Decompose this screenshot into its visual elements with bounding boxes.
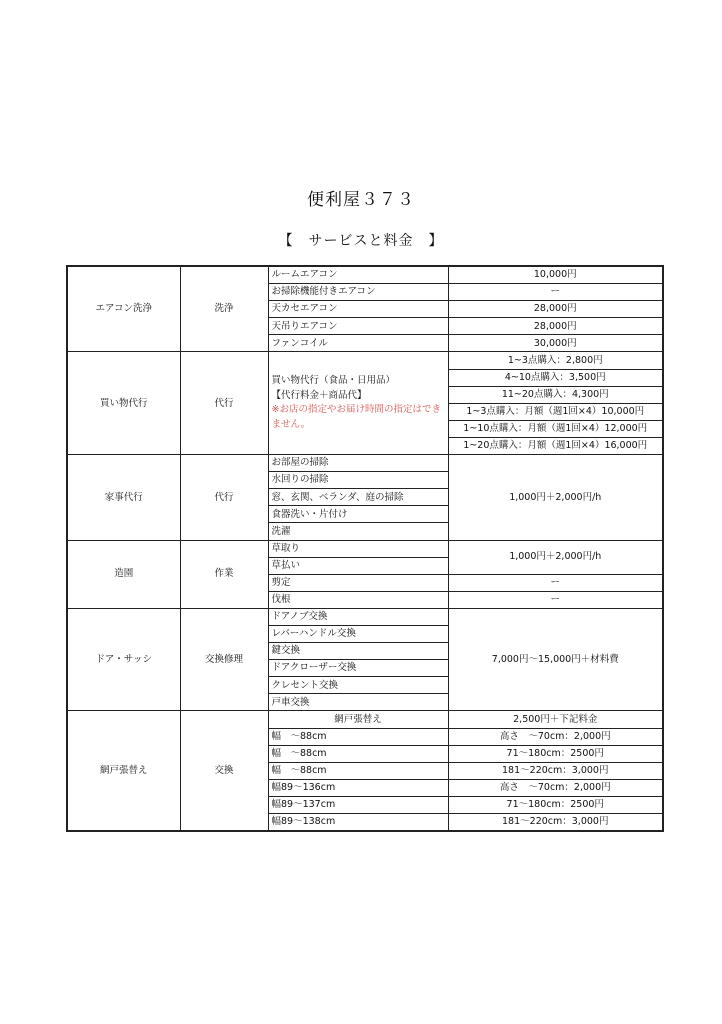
table-row <box>67 352 663 369</box>
item-cell: ドアクローザー交換 <box>268 660 448 677</box>
item-cell: 幅 〜88cm <box>268 745 448 762</box>
item-cell: ファンコイル <box>268 335 448 352</box>
price-cell: 4~10点購入：3,500円 <box>448 369 663 386</box>
price-cell: 2,500円＋下記料金 <box>448 711 663 728</box>
category-cell: 造園 <box>67 540 180 608</box>
price-cell: 1~3点購入：月額（週1回×4）10,000円 <box>448 403 663 420</box>
price-cell: 11~20点購入：4,300円 <box>448 386 663 403</box>
price-cell: 1~3点購入：2,800円 <box>448 352 663 369</box>
item-cell: 鍵交換 <box>268 643 448 660</box>
table-row <box>67 540 663 557</box>
item-cell: 戸車交換 <box>268 694 448 711</box>
item-cell: 天カセエアコン <box>268 301 448 318</box>
price-cell: 7,000円〜15,000円＋材料費 <box>448 608 663 711</box>
price-cell: 181〜220cm：3,000円 <box>448 762 663 779</box>
item-cell: 幅89〜138cm <box>268 814 448 832</box>
service-price-table <box>66 265 664 832</box>
shopping-note-line1: 買い物代行（食品・日用品） <box>271 374 396 386</box>
item-cell: 草払い <box>268 557 448 574</box>
price-cell: ー <box>448 574 663 591</box>
category-cell: 買い物代行 <box>67 352 180 455</box>
table-row <box>67 266 663 284</box>
item-cell: 幅 〜88cm <box>268 762 448 779</box>
price-cell: 10,000円 <box>448 266 663 284</box>
item-cell: 草取り <box>268 540 448 557</box>
page-subtitle: 【 サービスと料金 】 <box>278 233 444 249</box>
price-cell: 28,000円 <box>448 318 663 335</box>
type-cell: 代行 <box>180 352 268 455</box>
item-cell: 伐根 <box>268 591 448 608</box>
item-cell: 幅 〜88cm <box>268 728 448 745</box>
item-cell: お掃除機能付きエアコン <box>268 284 448 301</box>
price-cell: ー <box>448 591 663 608</box>
item-cell: 網戸張替え <box>268 711 448 728</box>
type-cell: 洗浄 <box>180 266 268 352</box>
item-cell: 食器洗い・片付け <box>268 506 448 523</box>
item-cell: 水回りの掃除 <box>268 472 448 489</box>
type-cell: 代行 <box>180 455 268 540</box>
price-cell: 高さ 〜70cm：2,000円 <box>448 728 663 745</box>
table-row <box>67 608 663 625</box>
item-cell: レバーハンドル交換 <box>268 625 448 642</box>
price-cell: 1,000円＋2,000円/h <box>448 540 663 574</box>
price-cell: ー <box>448 284 663 301</box>
item-cell: 窓、玄関、ベランダ、庭の掃除 <box>268 489 448 506</box>
shopping-note-line2: 【代行料金＋商品代】 <box>271 389 367 401</box>
price-cell: 1~10点購入：月額（週1回×4）12,000円 <box>448 420 663 437</box>
item-cell: クレセント交換 <box>268 677 448 694</box>
category-cell: エアコン洗浄 <box>67 266 180 352</box>
item-cell: ルームエアコン <box>268 266 448 284</box>
price-cell: 71〜180cm：2500円 <box>448 796 663 813</box>
item-cell: 幅89〜137cm <box>268 796 448 813</box>
page-title: 便利屋３７３ <box>307 190 415 210</box>
category-cell: ドア・サッシ <box>67 608 180 711</box>
type-cell: 作業 <box>180 540 268 608</box>
price-cell: 181〜220cm：3,000円 <box>448 814 663 832</box>
warning-text: ※お店の指定やお届け時間の指定はできません。 <box>271 404 441 430</box>
price-cell: 高さ 〜70cm：2,000円 <box>448 779 663 796</box>
table-row <box>67 455 663 472</box>
shopping-note-warning <box>272 403 445 432</box>
price-cell: 1~20点購入：月額（週1回×4）16,000円 <box>448 437 663 454</box>
item-cell: 剪定 <box>268 574 448 591</box>
shopping-note-cell <box>268 352 448 455</box>
table-row <box>67 711 663 728</box>
item-cell: 幅89〜136cm <box>268 779 448 796</box>
price-cell: 71〜180cm：2500円 <box>448 745 663 762</box>
category-cell: 家事代行 <box>67 455 180 540</box>
type-cell: 交換修理 <box>180 608 268 711</box>
price-cell: 28,000円 <box>448 301 663 318</box>
category-cell: 網戸張替え <box>67 711 180 831</box>
item-cell: お部屋の掃除 <box>268 455 448 472</box>
item-cell: ドアノブ交換 <box>268 608 448 625</box>
item-cell: 天吊りエアコン <box>268 318 448 335</box>
price-cell: 1,000円＋2,000円/h <box>448 455 663 540</box>
item-cell: 洗濯 <box>268 523 448 540</box>
type-cell: 交換 <box>180 711 268 831</box>
price-cell: 30,000円 <box>448 335 663 352</box>
